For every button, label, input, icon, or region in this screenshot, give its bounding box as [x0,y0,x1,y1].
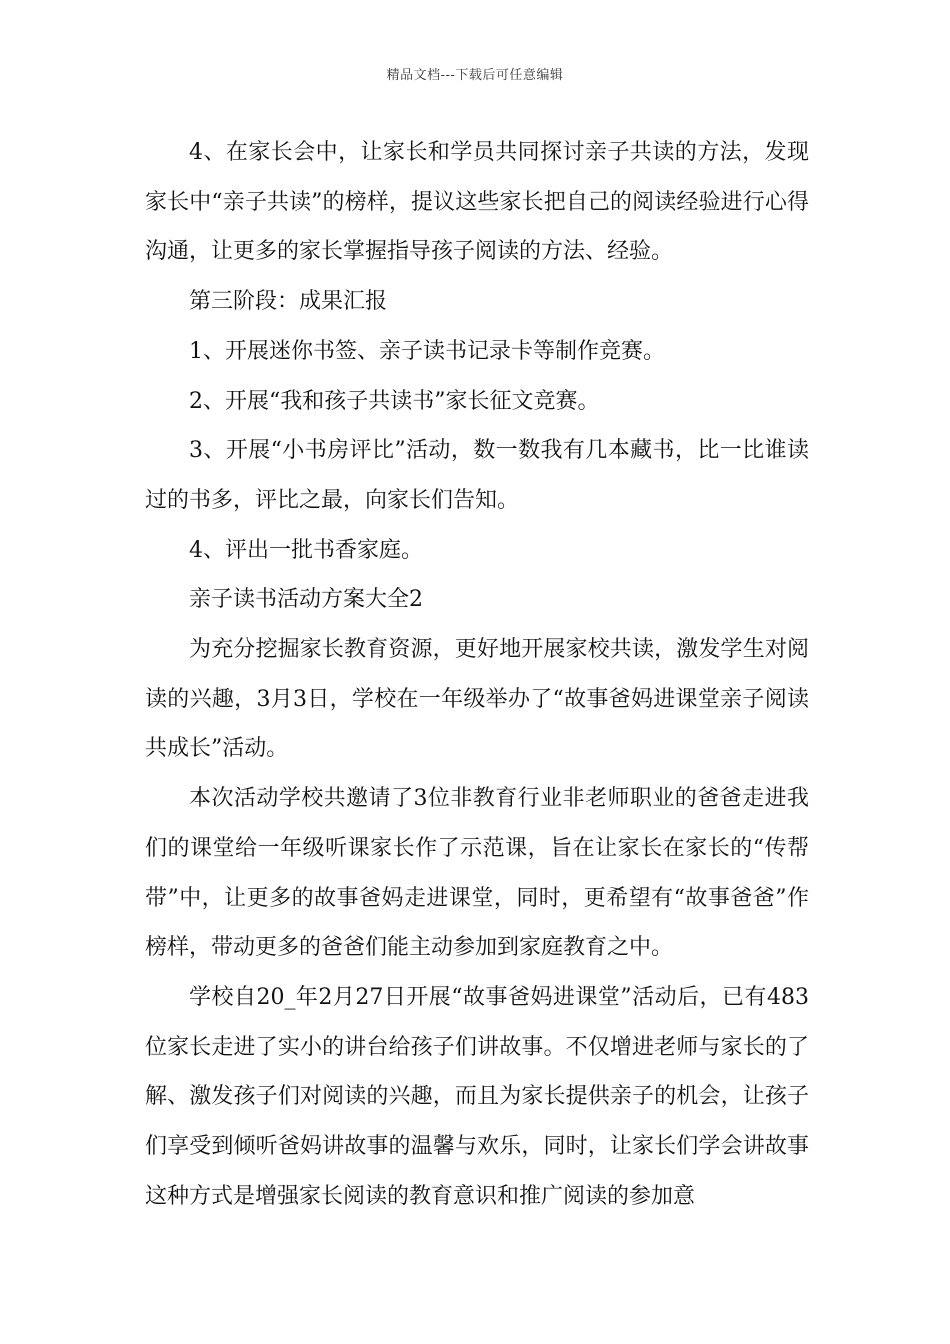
document-body [145,128,809,1221]
paragraph-item-4-book-family: 4、评出一批书香家庭。 [189,537,423,563]
page-header: 精品文档---下载后可任意编辑 [386,68,564,83]
paragraph-item-1-bookmark-contest: 1、开展迷你书签、亲子读书记录卡等制作竞赛。 [189,338,665,364]
paragraph-stage-three-heading: 第三阶段：成果汇报 [189,289,388,315]
paragraph-invited-fathers: 本次活动学校共邀请了3位非教育行业非老师职业的爸爸走进我们的课堂给一年级听课家长作了示范课，旨在让家长在家长的“传帮带”中，让更多的故事爸妈走进课堂，同时，更希望有“故事爸爸”作榜样，带动更多的爸爸们能主动参加到家庭教育之中。 [145,786,809,961]
paragraph-step-4-parent-meeting: 4、在家长会中，让家长和学员共同探讨亲子共读的方法，发现家长中“亲子共读”的榜样，提议这些家长把自己的阅读经验进行心得沟通，让更多的家长掌握指导孩子阅读的方法、经验。 [145,140,809,265]
paragraph-item-2-essay-contest: 2、开展“我和孩子共读书”家长征文竞赛。 [189,388,600,414]
paragraph-intro-activity: 为充分挖掘家长教育资源，更好地开展家校共读，激发学生对阅读的兴趣，3月3日，学校在一年级举办了“故事爸妈进课堂亲子阅读共成长”活动。 [145,637,809,762]
paragraph-section-title-2: 亲子读书活动方案大全2 [189,587,423,613]
paragraph-item-3-study-room: 3、开展“小书房评比”活动，数一数我有几本藏书，比一比谁读过的书多，评比之最，向家长们告知。 [145,438,809,513]
paragraph-activity-results: 学校自20_年2月27日开展“故事爸妈进课堂”活动后，已有483位家长走进了实小的讲台给孩子们讲故事。不仅增进老师与家长的了解、激发孩子们对阅读的兴趣，而且为家长提供亲子的机会，让孩子们享受到倾听爸妈讲故事的温馨与欢乐，同时，让家长们学会讲故事这种方式是增强家长阅读的教育意识和推广阅读的参加意 [145,984,809,1209]
